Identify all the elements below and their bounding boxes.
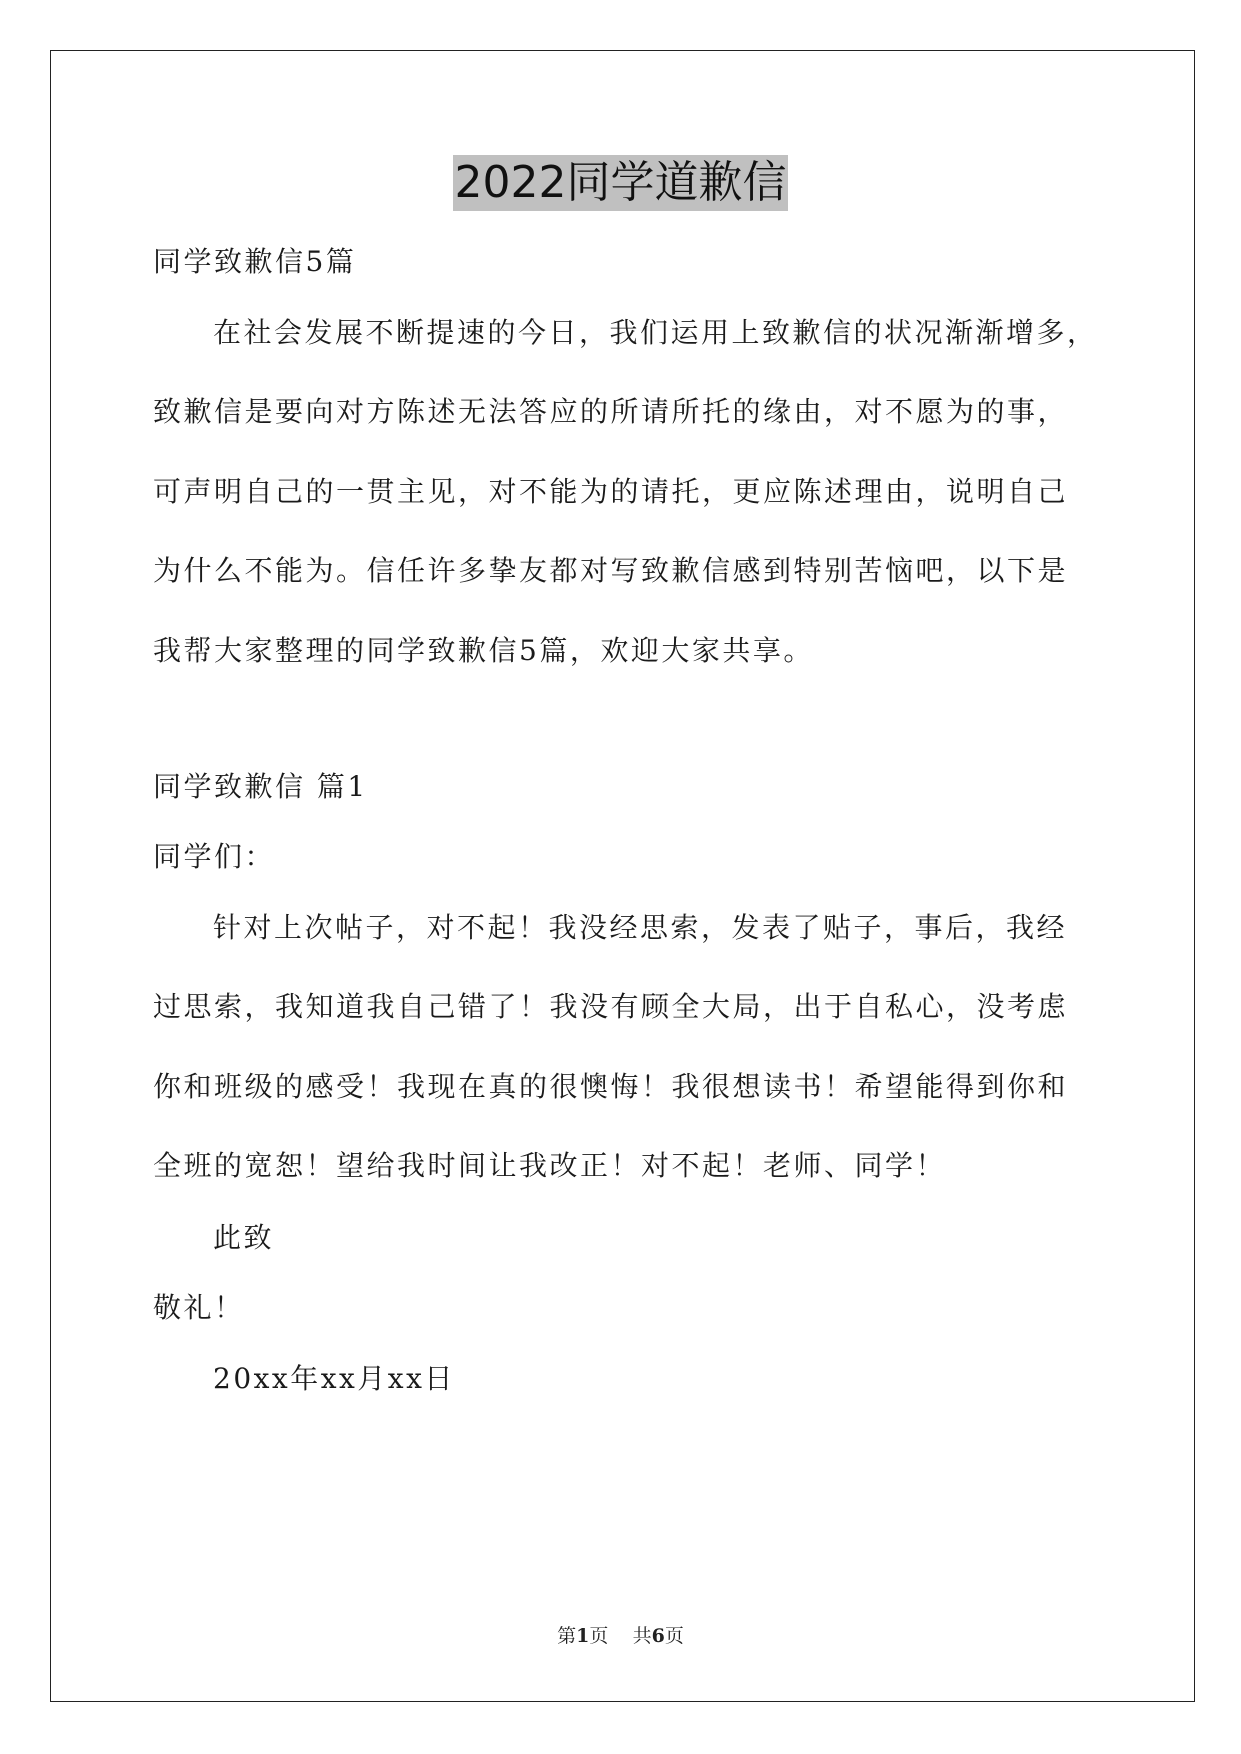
- letter-line: 过思索，我知道我自己错了！我没有顾全大局，出于自私心，没考虑: [153, 990, 1069, 1023]
- letter-line: 你和班级的感受！我现在真的很懊悔！我很想读书！希望能得到你和: [153, 1070, 1069, 1103]
- page-number: 1: [576, 1625, 590, 1647]
- page-prefix: 第: [557, 1625, 577, 1647]
- document-title: 2022同学道歉信: [453, 155, 789, 211]
- intro-line: 为什么不能为。信任许多挚友都对写致歉信感到特别苦恼吧，以下是: [153, 554, 1069, 587]
- page-suffix: 页: [589, 1625, 609, 1647]
- intro-line: 致歉信是要向对方陈述无法答应的所请所托的缘由，对不愿为的事，: [153, 395, 1069, 428]
- letter-line: 全班的宽恕！望给我时间让我改正！对不起！老师、同学！: [153, 1149, 947, 1182]
- total-prefix: 共: [632, 1625, 652, 1647]
- intro-line: 在社会发展不断提速的今日，我们运用上致歉信的状况渐渐增多，: [213, 316, 1098, 349]
- regards: 敬礼！: [153, 1291, 245, 1324]
- title-container: [0, 155, 1241, 211]
- closing: 此致: [213, 1221, 275, 1254]
- total-pages: 6: [651, 1625, 665, 1647]
- document-subtitle: 同学致歉信5篇: [153, 245, 357, 278]
- letter-line: 针对上次帖子，对不起！我没经思索，发表了贴子，事后，我经: [213, 911, 1068, 944]
- salutation: 同学们：: [153, 840, 276, 873]
- section-heading: 同学致歉信 篇1: [153, 770, 368, 803]
- page-footer: [0, 1623, 1241, 1649]
- intro-line: 我帮大家整理的同学致歉信5篇，欢迎大家共享。: [153, 634, 814, 667]
- intro-line: 可声明自己的一贯主见，对不能为的请托，更应陈述理由，说明自己: [153, 475, 1069, 508]
- letter-date: 20xx年xx月xx日: [213, 1362, 455, 1395]
- total-suffix: 页: [664, 1625, 684, 1647]
